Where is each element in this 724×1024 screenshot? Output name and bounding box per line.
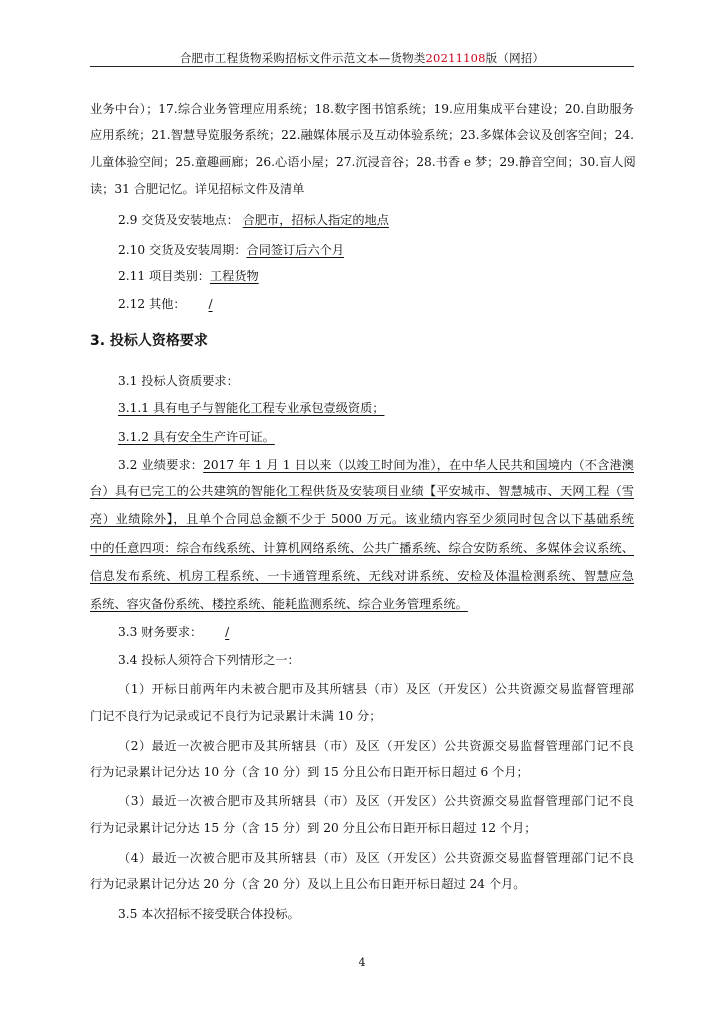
header-title-suffix: 版（网招） [485,51,545,65]
case-3-line-2: 行为记录累计记分达 15 分（含 15 分）到 20 分且公布日距开标日超过 12 个月； [90,821,537,835]
scope-line-3: 儿童体验空间；25.童趣画廊；26.心语小屋；27.沉浸音谷；28.书香 e 梦；29.静音空间；30.盲人阅 [90,155,636,169]
qual-3-3-value: / [225,625,230,639]
qual-3-3 [118,619,634,645]
qual-3-2-line-6 [90,591,634,617]
item-2-10-value: 合同签订后六个月 [246,243,345,257]
case-1-line-2: 门记不良行为记录或记不良行为记录累计未满 10 分； [90,709,382,723]
qual-3-3-label: 3.3 财务要求： [118,625,203,639]
case-4-line-2: 行为记录累计记分达 20 分（含 20 分）及以上且公布日距开标日超过 24 个月。 [90,877,526,891]
item-2-11-value: 工程货物 [209,269,259,283]
qual-3-2-line-5 [90,563,634,589]
item-2-9-label: 2.9 交货及安装地点： [118,213,239,227]
qual-3-1-1 [118,395,634,421]
item-2-12-label: 2.12 其他： [118,297,186,311]
section-3-heading: 3. 投标人资格要求 [90,333,208,349]
qual-3-2-text-3: 亮）业绩除外】，且单个合同总金额不少于 5000 万元。该业绩内容至少须同时包含以下基础系统 [90,512,634,526]
qual-3-1-2-text: 3.1.2 具有安全生产许可证。 [118,430,275,444]
qual-3-1: 3.1 投标人资质要求： [118,374,239,388]
qual-3-2-line-2 [90,478,634,504]
qual-3-2-text-5: 信息发布系统、机房工程系统、一卡通管理系统、无线对讲系统、安检及体温检测系统、智慧应急 [90,569,634,583]
qual-3-2-text-2: 台）具有已完工的公共建筑的智能化工程供货及安装项目业绩【平安城市、智慧城市、天网工程（雪 [90,484,634,498]
page-number: 4 [358,956,366,969]
qual-3-1-1-text: 3.1.1 具有电子与智能化工程专业承包壹级资质； [118,401,385,415]
scope-line-2: 应用系统；21.智慧导览服务系统；22.融媒体展示及互动体验系统；23.多媒体会议及创客空间；24. [90,128,634,142]
case-4-line-1: （4）最近一次被合肥市及其所辖县（市）及区（开发区）公共资源交易监督管理部门记不良 [118,851,634,865]
case-1-line-1: （1）开标日前两年内未被合肥市及其所辖县（市）及区（开发区）公共资源交易监督管理部 [118,682,634,696]
case-2-line-1: （2）最近一次被合肥市及其所辖县（市）及区（开发区）公共资源交易监督管理部门记不良 [118,739,634,753]
page-header [90,50,634,66]
qual-3-2-line-3 [90,506,634,532]
item-2-12-value: / [208,297,213,311]
item-2-11-label: 2.11 项目类别： [118,269,210,283]
qual-3-2-text-4: 中的任意四项：综合布线系统、计算机网络系统、公共广播系统、综合安防系统、多媒体会议系统、 [90,541,634,555]
qual-3-4: 3.4 投标人须符合下列情形之一： [118,653,300,667]
item-2-9-value: 合肥市，招标人指定的地点 [242,213,389,227]
case-2-line-2: 行为记录累计记分达 10 分（含 10 分）到 15 分且公布日距开标日超过 6 个月； [90,765,529,779]
qual-3-1-2 [118,424,634,450]
item-2-11 [118,263,634,289]
qual-3-2-line-1 [118,452,634,478]
item-2-9 [118,207,634,233]
qual-3-2-text-6: 系统、容灾备份系统、楼控系统、能耗监测系统、综合业务管理系统。 [90,597,468,611]
qual-3-5: 3.5 本次招标不接受联合体投标。 [118,907,300,921]
scope-line-4: 读；31 合肥记忆。详见招标文件及清单 [90,182,305,196]
item-2-12 [118,291,634,317]
qual-3-2-text-1: 2017 年 1 月 1 日以来（以竣工时间为准），在中华人民共和国境内（不含港澳 [203,458,634,472]
qual-3-2-line-4 [90,535,634,561]
header-version: 20211108 [425,51,486,65]
header-title-prefix: 合肥市工程货物采购招标文件示范文本—货物类 [179,51,426,65]
scope-line-1: 业务中台）；17.综合业务管理应用系统；18.数字图书馆系统；19.应用集成平台建设；20.自助服务 [90,102,634,116]
qual-3-2-label: 3.2 业绩要求： [118,458,204,472]
header-rule [90,66,634,67]
case-3-line-1: （3）最近一次被合肥市及其所辖县（市）及区（开发区）公共资源交易监督管理部门记不良 [118,794,634,808]
item-2-10-label: 2.10 交货及安装周期： [118,243,247,257]
item-2-10 [118,237,634,263]
